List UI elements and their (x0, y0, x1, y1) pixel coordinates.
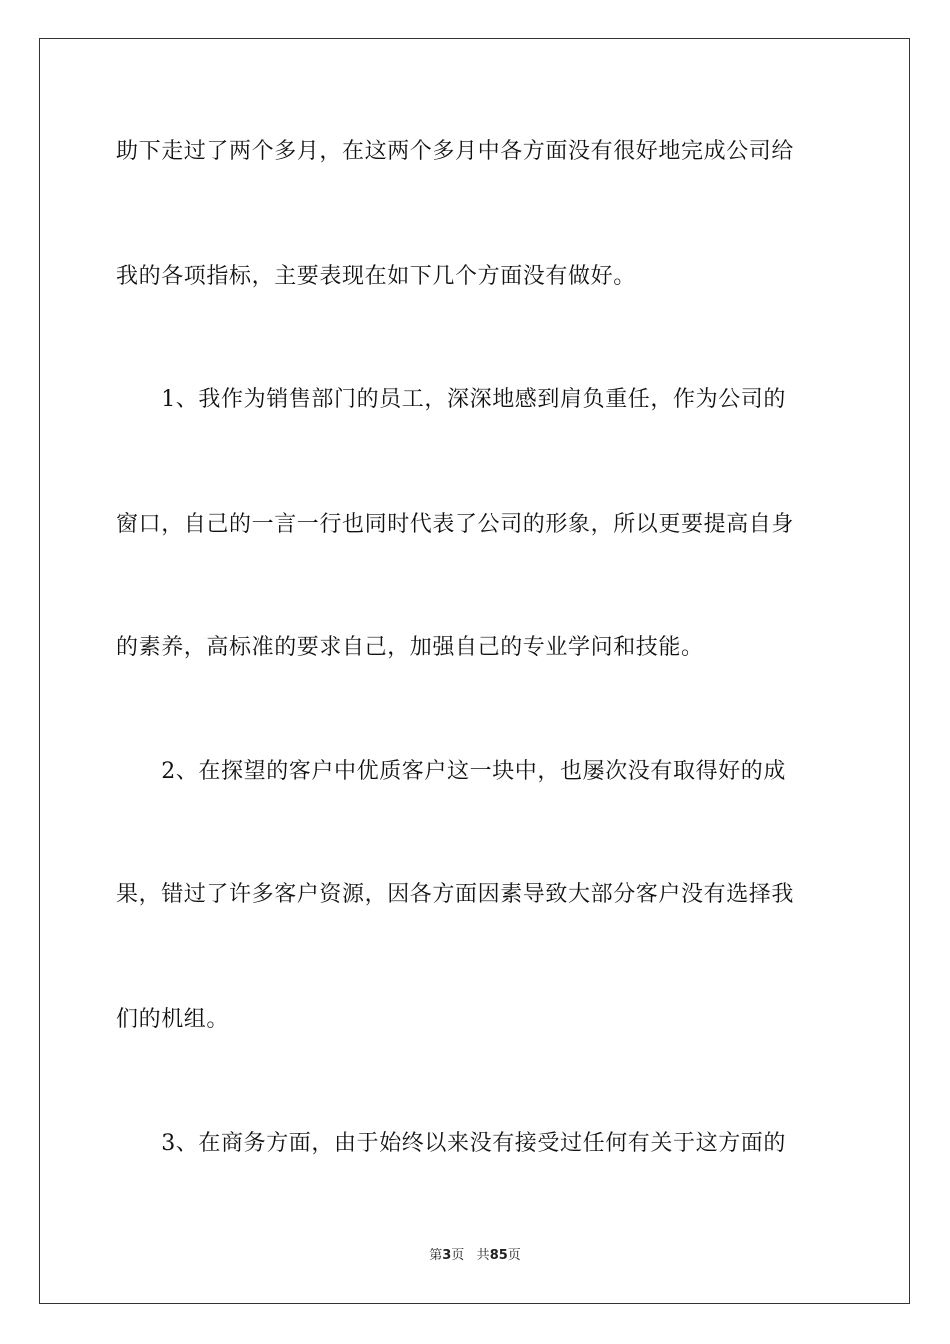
body-line-7: 果，错过了许多客户资源，因各方面因素导致大部分客户没有选择我 (116, 882, 795, 907)
page-footer (0, 1247, 950, 1265)
body-line-8: 们的机组。 (116, 1007, 230, 1032)
body-line-3: 1、我作为销售部门的员工，深深地感到肩负重任，作为公司的 (116, 387, 786, 412)
footer-total-suffix: 页 (507, 1248, 521, 1263)
body-line-1: 助下走过了两个多月，在这两个多月中各方面没有很好地完成公司给 (116, 139, 795, 164)
footer-total-prefix: 共 (476, 1248, 490, 1263)
footer-page-number: 3 (442, 1248, 452, 1263)
footer-prefix: 第 (429, 1248, 443, 1263)
page-border (39, 38, 910, 1304)
body-line-6: 2、在探望的客户中优质客户这一块中，也屡次没有取得好的成 (116, 759, 786, 784)
footer-page-suffix: 页 (451, 1248, 465, 1263)
footer-total-pages: 85 (489, 1248, 508, 1263)
body-line-5: 的素养，高标准的要求自己，加强自己的专业学问和技能。 (116, 635, 704, 660)
body-line-2: 我的各项指标，主要表现在如下几个方面没有做好。 (116, 264, 636, 289)
body-line-9: 3、在商务方面，由于始终以来没有接受过任何有关于这方面的 (116, 1131, 786, 1156)
body-line-4: 窗口，自己的一言一行也同时代表了公司的形象，所以更要提高自身 (116, 512, 795, 537)
